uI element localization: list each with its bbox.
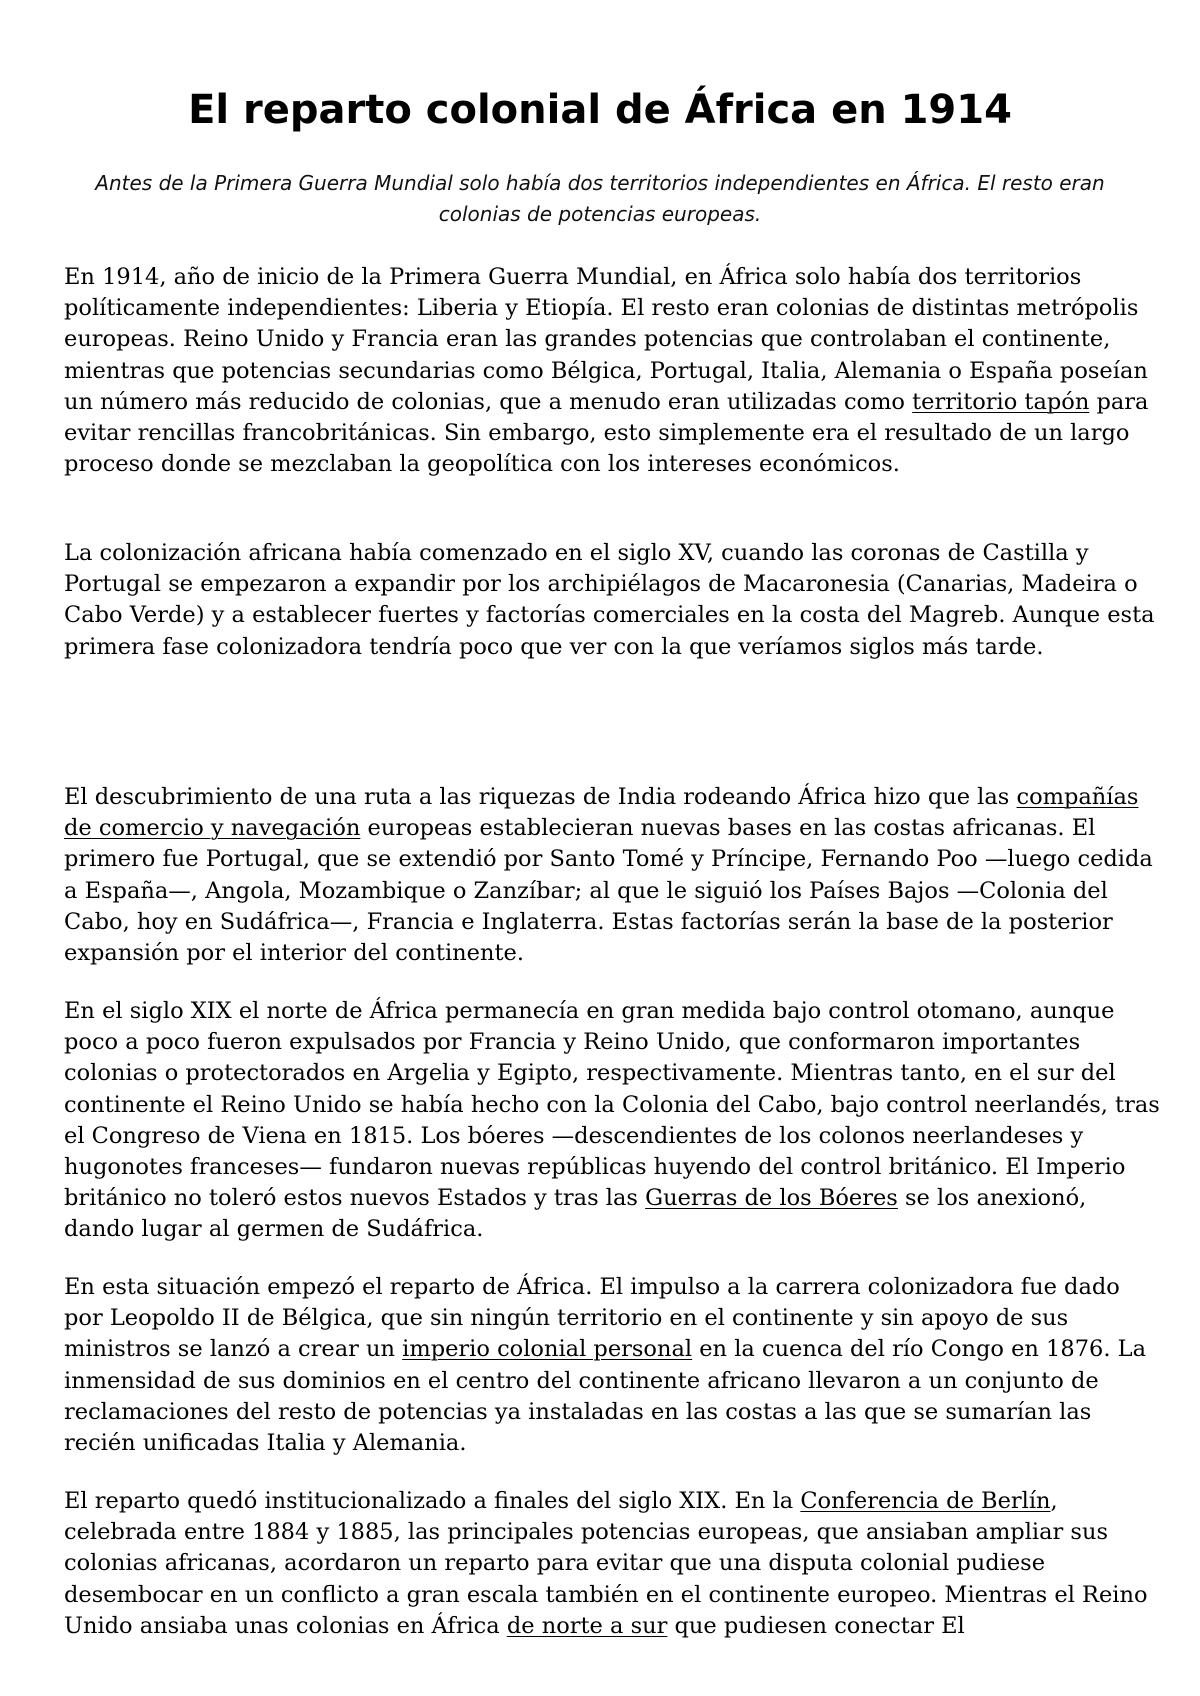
paragraph-text: La colonización africana había comenzado en el siglo XV, cuando las coronas de Castilla y Portugal se empezaron a expandir por los archipiélagos de Macaronesia (Canarias, Madeira o Cabo Verde) y a establecer fuertes y factorías comerciales en la costa del Magreb. Aunque esta primera fase colonizadora tendría poco que ver con la que veríamos siglos más tarde. (64, 540, 1155, 660)
paragraph-text: , celebrada entre 1884 y 1885, las principales potencias europeas, que ansiaban ampliar sus colonias africanas, acordaron un reparto para evitar que una disputa colonial pudiese desembocar en un conflicto a gran escala también en el continente europeo. Mientras el Reino Unido ansiaba unas colonias en África (64, 1488, 1148, 1639)
link-conferencia-berlin[interactable]: Conferencia de Berlín (800, 1488, 1051, 1514)
paragraph-text: En esta situación empezó el reparto de África. El impulso a la carrera colonizadora fue dado por Leopoldo II de Bélgica, que sin ningún territorio en el continente y sin apoyo de sus ministros se lanzó a crear un (64, 1274, 1120, 1363)
paragraph-1 (64, 262, 1160, 480)
page-title: El reparto colonial de África en 1914 (188, 87, 1012, 133)
paragraph-text: que pudiesen conectar El (667, 1612, 965, 1639)
link-guerras-boeres[interactable]: Guerras de los Bóeres (645, 1185, 898, 1212)
paragraph-text: europeas establecieran nuevas bases en las costas africanas. El primero fue Portugal, que se extendió por Santo Tomé y Príncipe, Fernando Poo —luego cedida a España—, Angola, Mozambique o Zanzíbar; al que le siguió los Países Bajos —Colonia del Cabo, hoy en Sudáfrica—, Francia e Inglaterra. Estas factorías serán la base de la posterior expansión por el interior del continente. (64, 815, 1153, 967)
paragraph-text: para evitar rencillas francobritánicas. Sin embargo, esto simplemente era el resultado de un largo proceso donde se mezclaban la geopolítica con los intereses económicos. (64, 388, 1149, 478)
link-imperio-colonial-personal[interactable]: imperio colonial personal (402, 1336, 693, 1363)
paragraph-2 (64, 538, 1160, 663)
paragraph-text: El descubrimiento de una ruta a las riquezas de India rodeando África hizo que las (64, 784, 1017, 810)
paragraph-5 (64, 1272, 1160, 1459)
paragraph-text: En el siglo XIX el norte de África permanecía en gran medida bajo control otomano, aunque poco a poco fueron expulsados por Francia y Reino Unido, que conformaron importantes colonias o protectorados en Argelia y Egipto, respectivamente. Mientras tanto, en el sur del continente el Reino Unido se había hecho con la Colonia del Cabo, bajo control neerlandés, tras el Congreso de Viena en 1815. Los bóeres —descendientes de los colonos neerlandeses y hugonotes franceses— fundaron nuevas repúblicas huyendo del control británico. El Imperio británico no toleró estos nuevos Estados y tras las (64, 998, 1160, 1212)
paragraph-4 (64, 996, 1160, 1246)
paragraph-text: El reparto quedó institucionalizado a finales del siglo XIX. En la (64, 1488, 801, 1514)
paragraph-6 (64, 1486, 1160, 1642)
paragraph-text: En 1914, año de inicio de la Primera Guerra Mundial, en África solo había dos territorios políticamente independientes: Liberia y Etiopía. El resto eran colonias de distintas metrópolis europeas. Reino Unido y Francia eran las grandes potencias que controlaban el continente, mientras que potencias secundarias como Bélgica, Portugal, Italia, Alemania o España poseían un número más reducido de colonias, que a menudo eran utilizadas como (64, 264, 1148, 415)
paragraph-3 (64, 782, 1160, 969)
link-territorio-tapon[interactable]: territorio tapón (912, 388, 1090, 415)
link-de-norte-a-sur[interactable]: de norte a sur (506, 1612, 668, 1639)
paragraph-text: se los anexionó, dando lugar al germen de Sudáfrica. (64, 1185, 1087, 1243)
paragraph-text: en la cuenca del río Congo en 1876. La inmensidad de sus dominios en el centro del continente africano llevaron a un conjunto de reclamaciones del resto de potencias ya instaladas en las costas a las que se sumarían las recién unificadas Italia y Alemania. (64, 1336, 1146, 1457)
page-subtitle: Antes de la Primera Guerra Mundial solo había dos territorios independientes en África. El resto eran colonias de potencias europeas. (95, 171, 1105, 226)
link-companias-comercio[interactable]: compañías de comercio y navegación (64, 784, 1139, 842)
